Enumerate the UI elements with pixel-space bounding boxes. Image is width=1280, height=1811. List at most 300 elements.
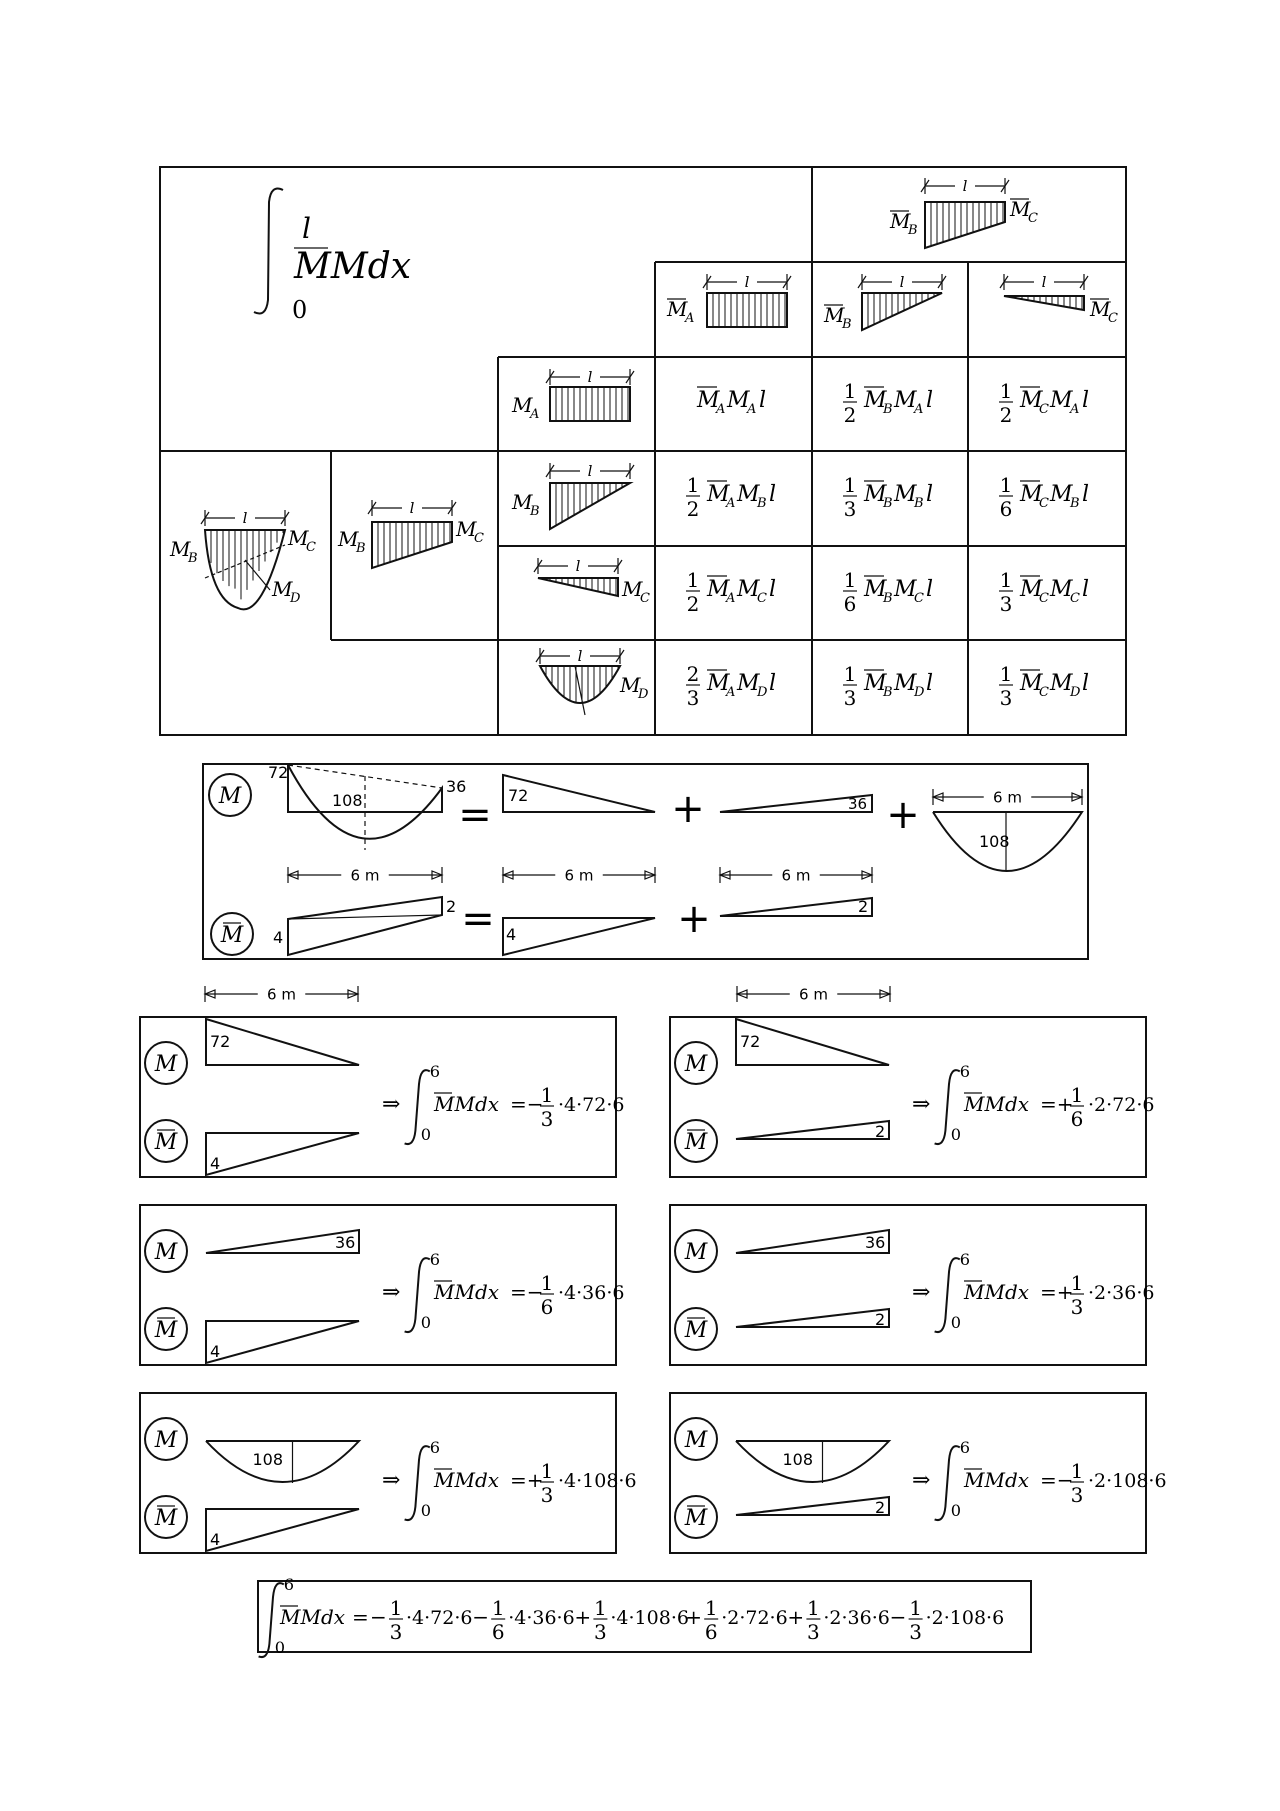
dimension-marker — [534, 557, 622, 575]
m-circle-label — [145, 1042, 187, 1084]
row-header-D — [536, 647, 649, 715]
integral-upper: 6 — [959, 1061, 971, 1081]
fraction — [843, 379, 857, 427]
subscript: C — [1039, 496, 1049, 511]
fraction — [540, 1459, 554, 1507]
parabola-diagram — [540, 666, 620, 703]
length-label: l — [926, 577, 934, 602]
value-label: 2 — [875, 1310, 886, 1329]
fraction — [909, 1596, 923, 1644]
sign: =− — [510, 1092, 544, 1116]
m-text: M — [218, 784, 242, 809]
fraction — [1070, 1083, 1084, 1131]
row-header-C — [534, 557, 650, 606]
left-group-parabola — [169, 509, 316, 609]
dimension-line — [737, 985, 890, 1003]
fraction — [540, 1083, 554, 1131]
mbar-label: M — [667, 297, 688, 321]
m-label: M — [894, 388, 917, 413]
fraction — [686, 662, 700, 710]
integral-upper: 6 — [429, 1061, 441, 1081]
numerator: 1 — [491, 1596, 505, 1620]
length-label: l — [769, 482, 777, 507]
mbar-triangle — [736, 1309, 889, 1327]
fraction — [389, 1596, 403, 1644]
denominator: 2 — [843, 403, 857, 427]
mbar-label: M — [697, 388, 720, 413]
numerator: 1 — [389, 1596, 403, 1620]
numerator: 1 — [686, 473, 700, 497]
cell-A-1 — [696, 387, 766, 417]
m-label: M — [1050, 577, 1073, 602]
product-box-2 — [670, 1017, 1154, 1177]
implies-arrow: ⇒ — [912, 1280, 931, 1305]
dim-label: l — [242, 509, 248, 527]
fraction — [686, 568, 700, 616]
numerator: 1 — [843, 379, 857, 403]
numerator: 1 — [686, 568, 700, 592]
denominator: 3 — [540, 1107, 554, 1131]
triangle-2 — [720, 898, 872, 916]
sign: =+ — [1040, 1092, 1074, 1116]
diagram-outline — [538, 578, 618, 596]
value-label: 2 — [446, 897, 457, 916]
m-label: M — [737, 577, 760, 602]
sign: =+ — [510, 1468, 544, 1492]
fraction — [999, 568, 1013, 616]
dim-label: 6 m — [799, 985, 828, 1004]
dimension-line — [288, 866, 442, 884]
subscript: B — [188, 551, 198, 566]
integrand: MMdx — [964, 1280, 1030, 1304]
m-label: M — [1050, 671, 1073, 696]
integral-upper: l — [302, 212, 311, 245]
subscript: B — [883, 591, 893, 606]
mbar-label: M — [707, 577, 730, 602]
subscript: A — [726, 591, 736, 606]
integral-lower: 0 — [292, 296, 308, 324]
dim-label: l — [1041, 273, 1047, 291]
mbar-label: M — [707, 671, 730, 696]
subscript: C — [306, 540, 316, 555]
m-label: M — [456, 517, 477, 541]
term-tail: ·4·36·6 — [508, 1607, 575, 1629]
length-label: l — [1082, 577, 1090, 602]
fraction — [999, 662, 1013, 710]
value-label: 108 — [979, 832, 1010, 851]
m-text: M — [684, 1240, 708, 1265]
final-formula — [258, 1575, 1031, 1657]
subscript: D — [1070, 685, 1081, 700]
value-label: 2 — [875, 1122, 886, 1141]
numerator: 2 — [686, 662, 700, 686]
row-header-B — [511, 462, 634, 529]
product-box-1 — [140, 1017, 624, 1177]
term-sign: + — [685, 1605, 702, 1629]
mbar-label: M — [1020, 577, 1043, 602]
mbar-label: M — [864, 577, 887, 602]
value-label: 36 — [335, 1233, 356, 1252]
fraction — [806, 1596, 820, 1644]
cell-B-2 — [843, 473, 933, 521]
value-label: 2 — [875, 1498, 886, 1517]
m-circle-label — [675, 1418, 717, 1460]
m-label: M — [170, 537, 191, 561]
integrand: MMdx — [434, 1280, 500, 1304]
fraction — [491, 1596, 505, 1644]
subscript: C — [1070, 591, 1080, 606]
m-circle-label — [145, 1230, 187, 1272]
rect-diagram — [707, 293, 787, 327]
denominator: 2 — [686, 497, 700, 521]
numerator: 1 — [594, 1596, 607, 1620]
integral-upper: 6 — [429, 1437, 441, 1457]
length-label: l — [1082, 388, 1090, 413]
header-integral — [254, 189, 411, 325]
m-label: M — [737, 671, 760, 696]
dim-label: 6 m — [267, 985, 296, 1004]
m-text: M — [154, 1052, 178, 1077]
denominator: 3 — [389, 1620, 403, 1644]
term-sign: − — [370, 1605, 387, 1629]
value-label: 72 — [268, 763, 289, 782]
value-label: 4 — [273, 928, 284, 947]
dimension-marker — [546, 462, 634, 480]
implies-arrow: ⇒ — [912, 1468, 931, 1493]
integral-lower: 0 — [950, 1312, 962, 1332]
numerator: 1 — [540, 1083, 554, 1107]
cell-A-3 — [999, 379, 1089, 427]
integrand: MMdx — [964, 1092, 1030, 1116]
combined-mbar-diagram — [288, 897, 442, 955]
integral-lower: 0 — [950, 1124, 962, 1144]
triangle-diagram — [1004, 296, 1084, 310]
equals-sign: = — [458, 792, 492, 838]
mbar-label: M — [890, 209, 911, 233]
subscript: B — [908, 223, 918, 238]
term-sign: − — [472, 1605, 489, 1629]
mbar-triangle — [206, 1133, 359, 1175]
span-dimension-right — [737, 985, 890, 1003]
value-label: 108 — [332, 791, 363, 810]
mbar-triangle — [736, 1121, 889, 1139]
mbar-label: M — [1010, 197, 1031, 221]
integrand: MMdx — [434, 1468, 500, 1492]
subscript: A — [685, 311, 695, 326]
m-text: M — [154, 1428, 178, 1453]
subscript: C — [1039, 591, 1049, 606]
subscript: C — [640, 591, 650, 606]
term-tail: ·2·72·6 — [721, 1607, 788, 1629]
subscript: A — [747, 402, 757, 417]
denominator: 3 — [594, 1620, 607, 1644]
dimension-marker — [368, 499, 456, 517]
value-label: 36 — [865, 1233, 886, 1252]
cell-C-2 — [843, 568, 933, 616]
implies-arrow: ⇒ — [382, 1280, 401, 1305]
value-label: 4 — [210, 1154, 221, 1173]
product-box-3 — [140, 1205, 624, 1365]
col-group-diagram — [889, 177, 1038, 248]
subscript: C — [1039, 685, 1049, 700]
subscript: B — [356, 541, 366, 556]
length-label: l — [769, 577, 777, 602]
mbar-text: M — [684, 1506, 708, 1531]
integral-lower: 0 — [950, 1500, 962, 1520]
integral-lower: 0 — [274, 1637, 286, 1657]
mbar-circle-label — [145, 1308, 187, 1350]
numerator: 1 — [999, 568, 1013, 592]
denominator: 6 — [843, 592, 857, 616]
m-circle-label — [675, 1230, 717, 1272]
subscript: D — [914, 685, 925, 700]
dimension-line — [503, 866, 655, 884]
subscript: C — [757, 591, 767, 606]
row-header-A — [511, 368, 634, 422]
length-label: l — [1082, 671, 1090, 696]
length-label: l — [926, 388, 934, 413]
subscript: B — [842, 317, 852, 332]
integrand: MMdx — [280, 1605, 346, 1629]
dimension-marker — [546, 368, 634, 386]
denominator: 2 — [999, 403, 1013, 427]
mbar-circle-label — [145, 1120, 187, 1162]
subscript: C — [914, 591, 924, 606]
numerator: 1 — [843, 473, 857, 497]
subscript: C — [1039, 402, 1049, 417]
term-sign: − — [889, 1605, 907, 1629]
mbar-label: M — [1020, 388, 1043, 413]
plus-sign: + — [886, 792, 920, 838]
subscript: A — [914, 402, 924, 417]
diagram-outline — [1004, 296, 1084, 310]
mbar-text: M — [154, 1506, 178, 1531]
sign: =+ — [1040, 1280, 1074, 1304]
dim-label: l — [409, 499, 415, 517]
dimension-line — [205, 985, 358, 1003]
dimension-marker — [1000, 273, 1088, 291]
denominator: 3 — [1070, 1483, 1084, 1507]
rect-diagram — [550, 387, 630, 421]
numerator: 1 — [999, 379, 1013, 403]
dim-label: 6 m — [564, 866, 594, 885]
denominator: 3 — [909, 1620, 922, 1644]
term-tail: ·2·36·6 — [823, 1607, 890, 1629]
dim-label: l — [962, 177, 968, 195]
subscript: B — [914, 496, 924, 511]
mbar-label: M — [1090, 297, 1111, 321]
fraction — [686, 473, 700, 521]
dim-label: l — [744, 273, 750, 291]
dim-label: 6 m — [781, 866, 811, 885]
cell-C-3 — [999, 568, 1089, 616]
equals: = — [352, 1605, 369, 1629]
product-tail: ·2·72·6 — [1088, 1094, 1155, 1116]
m-label: M — [512, 393, 533, 417]
numerator: 1 — [1070, 1271, 1084, 1295]
dim-label: l — [899, 273, 905, 291]
fraction — [1070, 1459, 1084, 1507]
numerator: 1 — [807, 1596, 820, 1620]
mbar-circle-label — [145, 1496, 187, 1538]
subscript: B — [883, 496, 893, 511]
value-label: 108 — [782, 1450, 814, 1469]
m-label: M — [894, 577, 917, 602]
value-label: 2 — [858, 897, 869, 916]
numerator: 1 — [540, 1459, 554, 1483]
denominator: 3 — [999, 686, 1013, 710]
m-label: M — [894, 671, 917, 696]
mbar-label: M — [864, 388, 887, 413]
dimension-marker — [201, 509, 289, 527]
numerator: 1 — [1070, 1459, 1084, 1483]
integral-lower: 0 — [420, 1312, 432, 1332]
product-box-4 — [670, 1205, 1154, 1365]
mbar-circle-label — [211, 913, 253, 955]
product-box-6 — [670, 1393, 1167, 1553]
fraction — [1070, 1271, 1084, 1319]
m-circle-label — [145, 1418, 187, 1460]
dim-label: l — [587, 462, 593, 480]
subscript: B — [757, 496, 767, 511]
m-text: M — [684, 1052, 708, 1077]
sign: =− — [1040, 1468, 1074, 1492]
subscript: D — [638, 687, 649, 702]
m-circle-label — [675, 1042, 717, 1084]
m-circle-label — [209, 774, 251, 816]
product-tail: ·4·108·6 — [558, 1470, 637, 1492]
mbar-triangle — [206, 1321, 359, 1363]
value-label: 4 — [210, 1342, 221, 1361]
subscript: D — [290, 591, 301, 606]
cell-D-1 — [686, 662, 776, 710]
value-label: 108 — [252, 1450, 284, 1469]
denominator: 2 — [686, 592, 700, 616]
length-label: l — [926, 482, 934, 507]
dimension-marker — [858, 273, 946, 291]
length-label: l — [759, 388, 767, 413]
trapezoid-diagram — [372, 522, 452, 568]
numerator: 1 — [999, 473, 1013, 497]
subscript: A — [726, 496, 736, 511]
numerator: 1 — [843, 662, 857, 686]
numerator: 1 — [999, 662, 1013, 686]
column-header-B — [823, 273, 946, 332]
col-group-trapezoid — [925, 202, 1005, 248]
implies-arrow: ⇒ — [912, 1092, 931, 1117]
numerator: 1 — [540, 1271, 554, 1295]
mbar-triangle — [206, 1509, 359, 1551]
m-label: M — [737, 482, 760, 507]
decomposition-figure — [203, 763, 1088, 959]
mbar-text: M — [684, 1318, 708, 1343]
implies-arrow: ⇒ — [382, 1468, 401, 1493]
integral-stroke — [254, 189, 283, 314]
integral-lower: 0 — [420, 1500, 432, 1520]
mbar-text: M — [154, 1130, 178, 1155]
subscript: D — [757, 685, 768, 700]
denominator: 6 — [491, 1620, 505, 1644]
mbar-text: M — [220, 923, 244, 948]
plus-sign: + — [671, 786, 705, 832]
column-header-C — [1000, 273, 1118, 326]
value-label: 72 — [740, 1032, 761, 1051]
value-label: 4 — [506, 925, 517, 944]
integrand: MMdx — [434, 1092, 500, 1116]
triangle-diagram — [538, 578, 618, 596]
length-label: l — [926, 671, 934, 696]
value-label: 36 — [446, 777, 467, 796]
term-tail: ·4·72·6 — [406, 1607, 473, 1629]
value-label: 4 — [210, 1530, 221, 1549]
integral-upper: 6 — [959, 1437, 971, 1457]
value-label: 72 — [508, 786, 529, 805]
dimension-marker — [921, 177, 1009, 195]
denominator: 3 — [843, 497, 857, 521]
denominator: 3 — [807, 1620, 820, 1644]
dimension-line — [720, 866, 872, 884]
fraction — [999, 473, 1013, 521]
subscript: C — [1108, 311, 1118, 326]
dim-label: 6 m — [350, 866, 380, 885]
denominator: 6 — [1070, 1107, 1084, 1131]
fraction — [704, 1596, 718, 1644]
denominator: 3 — [1070, 1295, 1084, 1319]
mbar-triangle — [736, 1497, 889, 1515]
m-label: M — [1050, 482, 1073, 507]
denominator: 3 — [999, 592, 1013, 616]
dimension-line — [933, 788, 1082, 806]
numerator: 1 — [909, 1596, 922, 1620]
m-label: M — [288, 526, 309, 550]
mbar-label: M — [1020, 482, 1043, 507]
cell-B-1 — [686, 473, 776, 521]
value-label: 72 — [210, 1032, 231, 1051]
sign: =− — [510, 1280, 544, 1304]
subscript: B — [530, 504, 540, 519]
fraction — [843, 473, 857, 521]
denominator: 3 — [540, 1483, 554, 1507]
cell-D-2 — [843, 662, 933, 710]
product-box-5 — [140, 1393, 637, 1553]
dimension-marker — [536, 647, 624, 665]
m-text: M — [154, 1240, 178, 1265]
fraction — [843, 568, 857, 616]
term-sign: + — [787, 1605, 805, 1629]
mbar-circle-label — [675, 1496, 717, 1538]
fraction — [843, 662, 857, 710]
span-dimension-left — [205, 985, 358, 1003]
subscript: C — [474, 531, 484, 546]
m-text: M — [684, 1428, 708, 1453]
implies-arrow: ⇒ — [382, 1092, 401, 1117]
term-tail: ·4·108·6 — [610, 1607, 689, 1629]
product-tail: ·2·36·6 — [1088, 1282, 1155, 1304]
dim-label: l — [587, 368, 593, 386]
integrand: MMdx — [294, 246, 412, 287]
subscript: A — [530, 407, 540, 422]
integrand: MMdx — [964, 1468, 1030, 1492]
mbar-label: M — [864, 671, 887, 696]
term-sign: + — [574, 1605, 592, 1629]
denominator: 3 — [686, 686, 700, 710]
denominator: 6 — [704, 1620, 718, 1644]
integral-upper: 6 — [429, 1249, 441, 1269]
denominator: 6 — [540, 1295, 554, 1319]
subscript: B — [883, 685, 893, 700]
mbar-circle-label — [675, 1308, 717, 1350]
numerator: 1 — [704, 1596, 718, 1620]
